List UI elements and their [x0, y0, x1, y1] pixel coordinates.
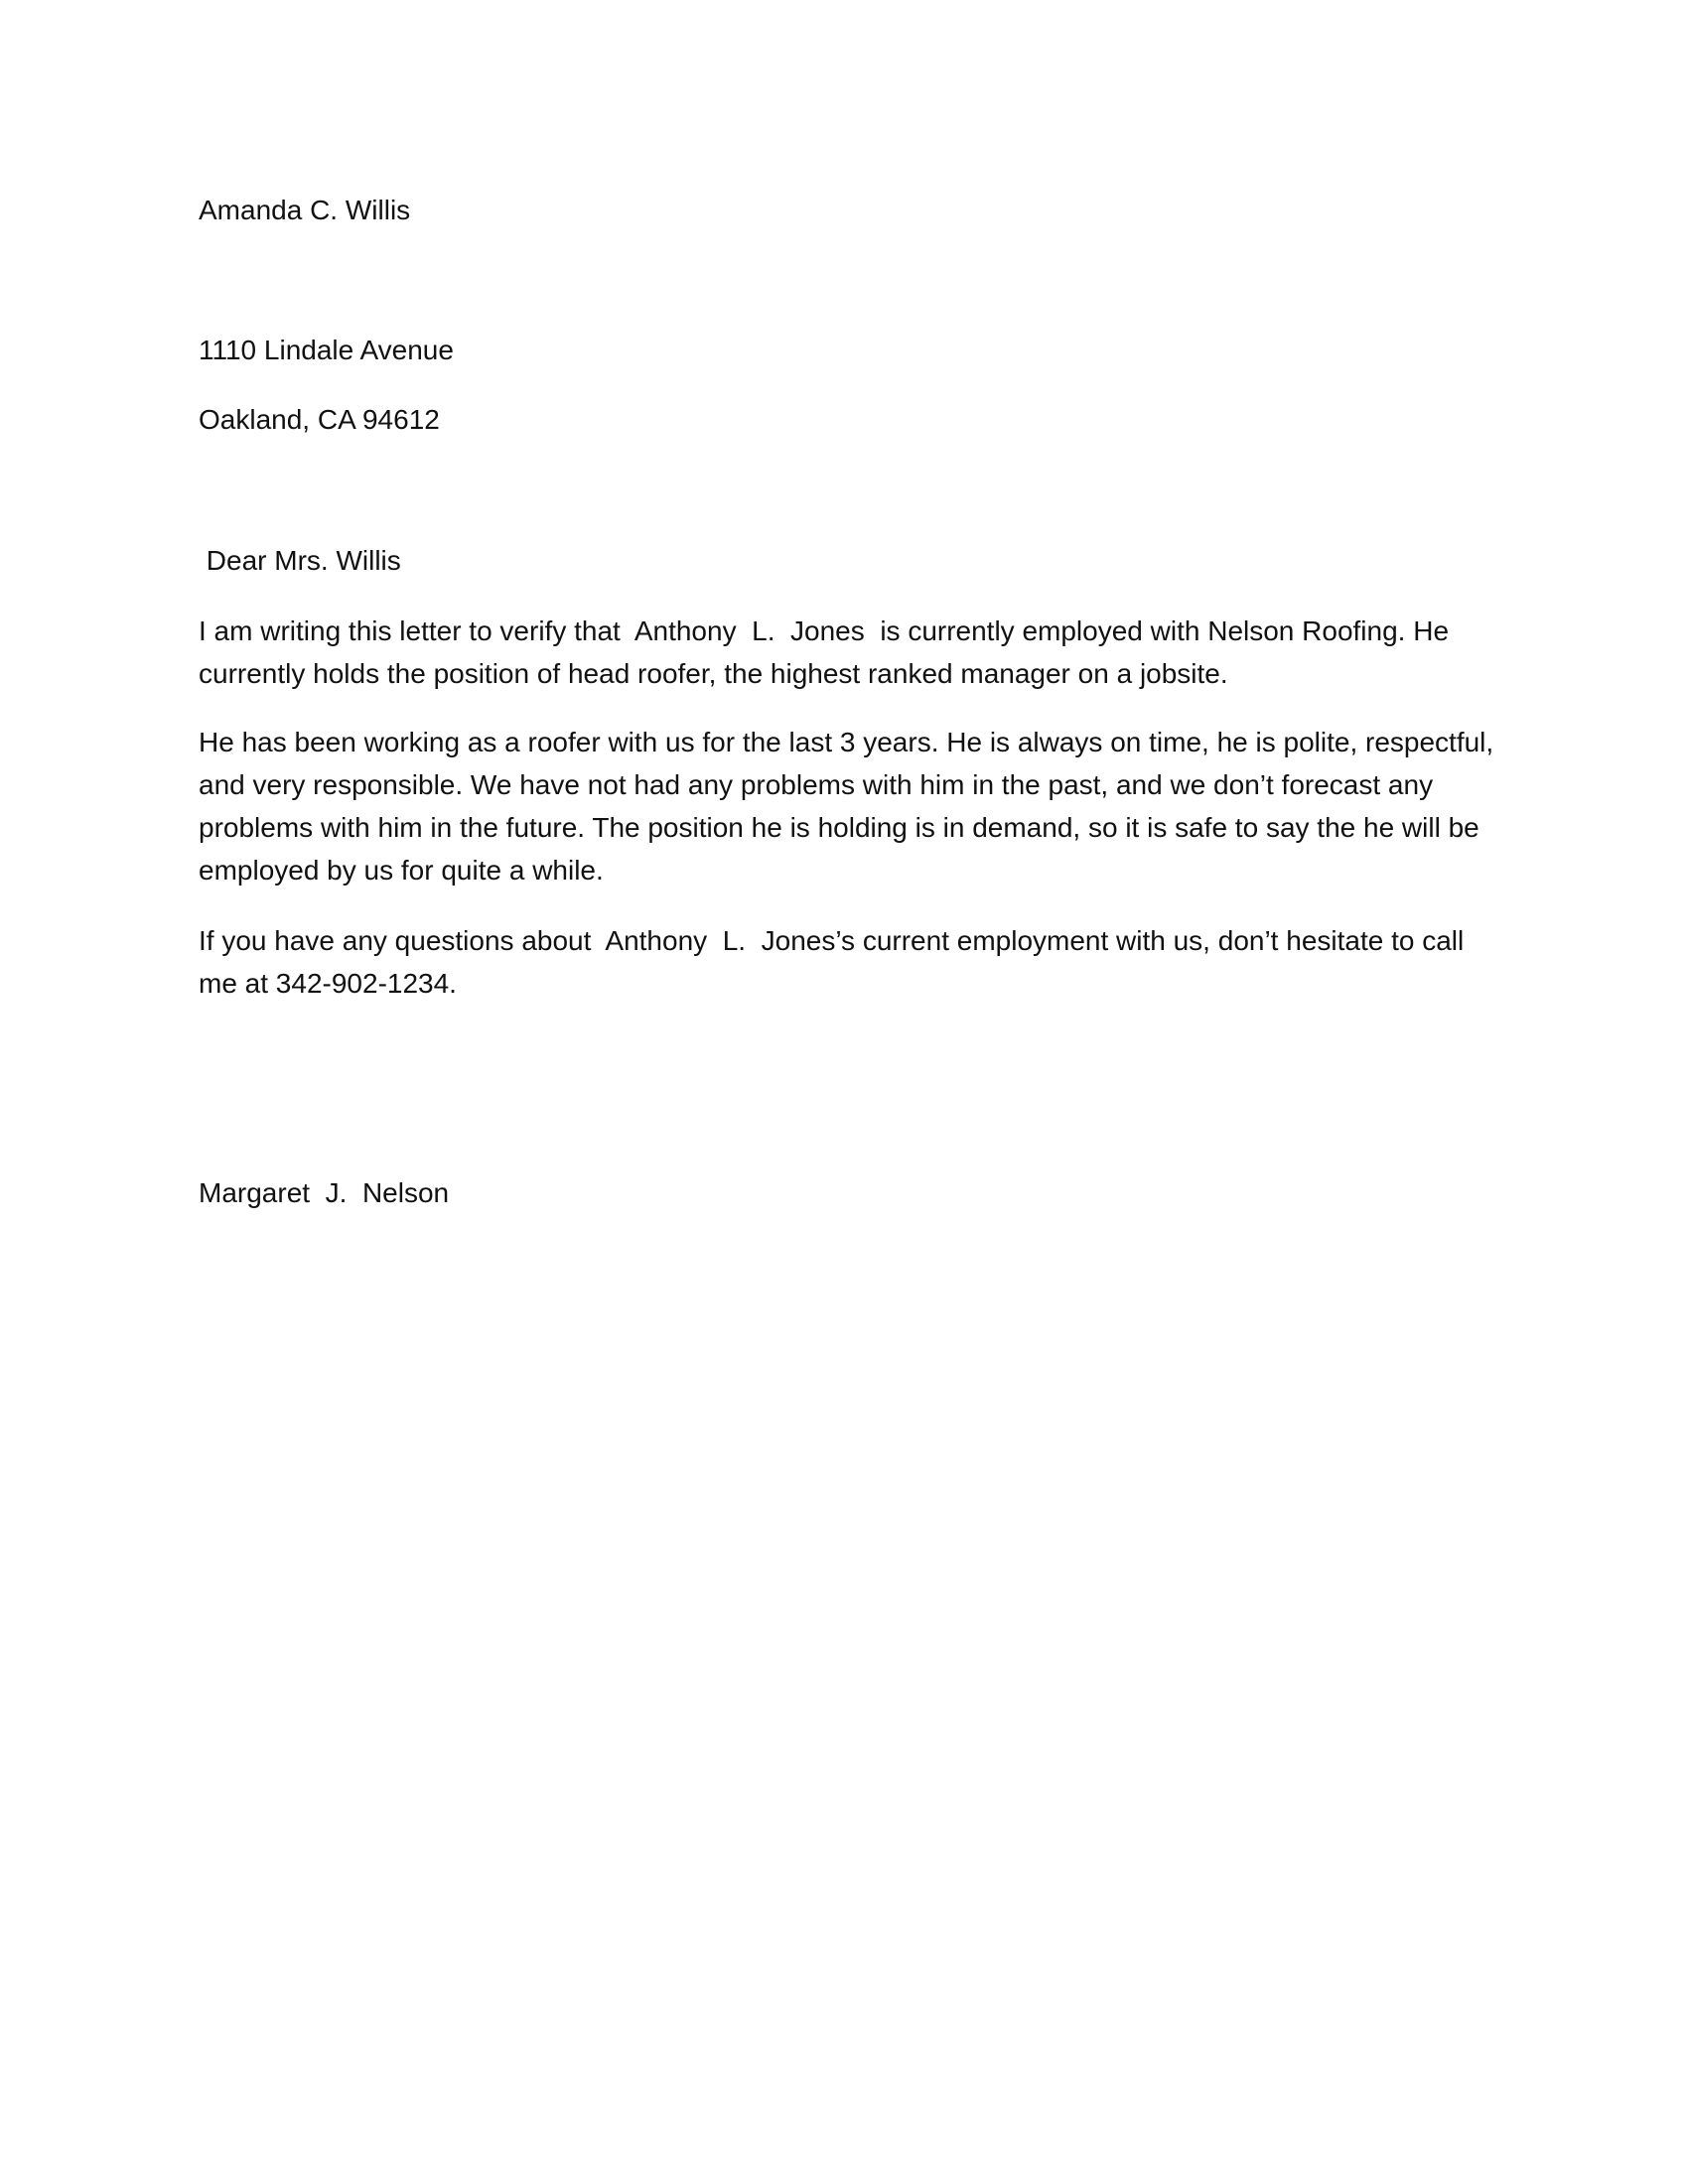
- address-line-2: Oakland, CA 94612: [199, 404, 440, 435]
- signature-name: Margaret J. Nelson: [199, 1177, 450, 1208]
- recipient-name: Amanda C. Willis: [199, 195, 411, 225]
- body-paragraph-1: I am writing this letter to verify that Anthony L. Jones is currently employed with Nelson Roofing. He currently holds the position of head roofer, the highest ranked manager on a jobsite.: [199, 615, 1457, 689]
- body-paragraph-2: He has been working as a roofer with us for the last 3 years. He is always on time, he is polite, respectful, and very responsible. We have not had any problems with him in the past, and we don’t forecast any problems with him in the future. The position he is holding is in demand, so it is safe to say the he will be employed by us for quite a while.: [199, 727, 1501, 886]
- body-paragraph-3: If you have any questions about Anthony L. Jones’s current employment with us, don’t hesitate to call me at 342-902-1234.: [199, 925, 1473, 999]
- address-line-1: 1110 Lindale Avenue: [199, 335, 454, 365]
- salutation: Dear Mrs. Willis: [199, 545, 401, 576]
